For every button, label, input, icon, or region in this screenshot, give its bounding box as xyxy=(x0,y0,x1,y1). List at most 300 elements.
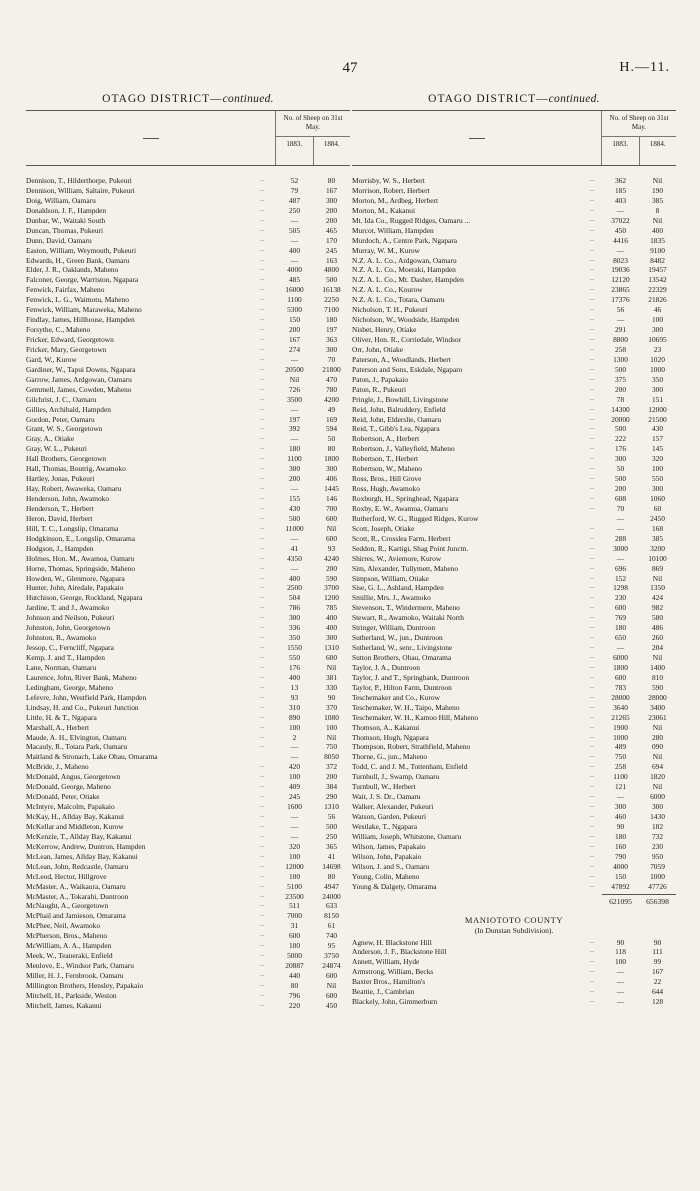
sheep-1884: 60 xyxy=(653,503,662,513)
table-row xyxy=(352,295,676,305)
sheep-1883: 288 xyxy=(614,533,627,543)
sheep-1883: 12000 xyxy=(285,861,304,871)
left-year-1884: 1884. xyxy=(323,140,340,148)
sheep-1883: 489 xyxy=(614,742,627,752)
holder-name: Sutherland, W., jun., Duntroon xyxy=(352,633,443,643)
holder-name: Donaldson, J. F., Hampden xyxy=(26,205,107,215)
sheep-1883: — xyxy=(290,255,299,265)
holder-name: Ross, Hugh, Awamoko xyxy=(352,484,420,494)
sheep-1883: — xyxy=(616,997,625,1007)
holder-name: McMaster, A., Waikaura, Oamaru xyxy=(26,881,126,891)
sheep-1884: 14698 xyxy=(322,861,341,871)
holder-name: Grant, W. S., Georgetown xyxy=(26,424,103,434)
table-row xyxy=(352,395,676,405)
sheep-1883: 500 xyxy=(614,474,627,484)
holder-name: Lefevre, John, Westfield Park, Hampden xyxy=(26,692,147,702)
sheep-1883: 37022 xyxy=(611,215,630,225)
table-row xyxy=(352,772,676,782)
holder-name: Mitchell, H., Parkside, Weston xyxy=(26,990,117,1000)
table-row xyxy=(352,534,676,544)
table-row xyxy=(26,733,350,743)
left-year-1883: 1883. xyxy=(276,137,314,165)
sheep-1883: 600 xyxy=(288,931,301,941)
holder-name: Anderson, J. F., Blackstone Hill xyxy=(352,947,447,957)
leader-dots: ... xyxy=(259,733,265,740)
sheep-1883: 16000 xyxy=(285,285,304,295)
table-row xyxy=(352,574,676,584)
leader-dots: ... xyxy=(259,842,265,849)
leader-dots: ... xyxy=(589,186,595,193)
sheep-1883: 8800 xyxy=(613,335,628,344)
holder-name: Dunn, David, Oamaru xyxy=(26,235,92,245)
sheep-1883: — xyxy=(616,987,625,997)
leader-dots: ... xyxy=(589,355,595,362)
sheep-1883: 50 xyxy=(616,464,625,474)
sheep-1883: 93 xyxy=(290,692,299,702)
sheep-1883: 796 xyxy=(288,990,301,1000)
leader-dots: ... xyxy=(589,336,595,342)
sheep-1883: 176 xyxy=(614,444,627,454)
leader-dots: ... xyxy=(589,584,595,591)
sheep-1884: 450 xyxy=(325,1000,338,1010)
sheep-1884: 486 xyxy=(651,623,664,633)
leader-dots: ... xyxy=(259,256,265,263)
leader-dots: ... xyxy=(259,902,265,909)
table-row xyxy=(26,792,350,802)
sheep-1884: 3700 xyxy=(324,583,339,593)
sheep-1884: 1080 xyxy=(324,712,339,722)
table-row xyxy=(352,275,676,285)
holder-name: McDonald, Peter, Otiake xyxy=(26,792,100,802)
sheep-1884: 465 xyxy=(325,225,338,235)
leader-dots: ... xyxy=(259,574,265,581)
table-row xyxy=(352,385,676,395)
table-row xyxy=(26,911,350,921)
holder-name: Reid, John, Balruddery, Enfield xyxy=(352,404,446,414)
sheep-1883: 1600 xyxy=(287,802,302,812)
sheep-1883: 8023 xyxy=(613,255,628,265)
holder-name: Henderson, John, Awamoko xyxy=(26,494,110,503)
sheep-1884: 594 xyxy=(325,424,338,434)
leader-dots: ... xyxy=(259,654,265,660)
holder-name: Maitland & Stronach, Lake Ohau, Omarama xyxy=(26,752,158,762)
sheep-1884: 22329 xyxy=(648,285,667,295)
sheep-1883: 41 xyxy=(290,543,299,553)
leader-dots: ... xyxy=(259,236,265,243)
sheep-1883: 1100 xyxy=(287,454,302,464)
sheep-1883: 1298 xyxy=(613,583,628,593)
sheep-1883: 500 xyxy=(614,364,627,374)
leader-dots: ... xyxy=(589,673,595,680)
leader-dots: ... xyxy=(589,803,595,810)
holder-name: Robertson, A., Herbert xyxy=(352,434,420,444)
leader-dots: ... xyxy=(589,504,595,511)
holder-name: Sim, Alexander, Tullymett, Maheno xyxy=(352,563,459,573)
leader-dots: ... xyxy=(259,981,265,988)
table-row xyxy=(352,345,676,355)
sheep-1883: 420 xyxy=(288,762,301,772)
holder-name: Millington Brothers, Hensley, Papakaio xyxy=(26,980,144,990)
leader-dots: ... xyxy=(259,465,265,472)
table-row xyxy=(352,375,676,385)
holder-name: Westlake, T., Ngapara xyxy=(352,821,418,831)
leader-dots: ... xyxy=(589,813,595,819)
leader-dots: ... xyxy=(589,654,595,660)
holder-name: Gardiner, W., Tapui Downs, Ngapara xyxy=(26,364,136,374)
leader-dots: ... xyxy=(259,594,265,601)
sheep-1884: 590 xyxy=(651,682,664,692)
sheep-1884: 1835 xyxy=(650,235,665,245)
holder-name: Walker, Alexander, Pukeuri xyxy=(352,802,434,812)
leader-dots: ... xyxy=(589,882,595,889)
holder-name: Hunter, John, Airedale, Papakaio xyxy=(26,583,124,593)
holder-name: Wilson, James, Papakaio xyxy=(352,841,426,851)
sheep-1883: 180 xyxy=(614,623,627,633)
table-row xyxy=(352,663,676,673)
table-row xyxy=(26,842,350,852)
table-row xyxy=(26,305,350,315)
sheep-1883: 14300 xyxy=(611,404,630,414)
sheep-1883: 180 xyxy=(614,831,627,841)
sheep-1884: 22 xyxy=(653,977,662,987)
sheep-1884: 180 xyxy=(325,315,338,325)
holder-name: Hartley, Jonas, Pukeuri xyxy=(26,474,95,484)
holder-name: Taylor, J. and T., Springbank, Duntroon xyxy=(352,672,470,682)
holder-name: Paterson and Sons, Eskdale, Ngaparo xyxy=(352,364,463,374)
sheep-1883: 450 xyxy=(614,225,627,235)
holder-name: N.Z. A. L. Co., Ardgowan, Oamaru xyxy=(352,255,457,265)
table-row xyxy=(26,882,350,892)
table-row xyxy=(26,236,350,246)
holder-name: N.Z. A. L. Co., Totara, Oamaru xyxy=(352,295,445,305)
sheep-1884: 300 xyxy=(651,325,664,335)
leader-dots: ... xyxy=(259,703,265,710)
left-sheep-header-title: No. of Sheep on 31st May. xyxy=(276,111,350,137)
holder-name: Hodgson, J., Hampden xyxy=(26,543,94,553)
sheep-1884: 16138 xyxy=(322,285,341,295)
sheep-1884: 168 xyxy=(651,523,664,533)
leader-dots: ... xyxy=(259,584,265,591)
sheep-1883: 300 xyxy=(288,464,301,474)
leader-dots: ... xyxy=(589,872,595,879)
sheep-1883: 291 xyxy=(614,325,627,335)
page-reference: H.—11. xyxy=(619,60,670,75)
leader-dots: ... xyxy=(589,703,595,710)
section-title: MANIOTOTO COUNTY xyxy=(464,914,564,925)
holder-name: N.Z. A. L. Co., Kourow xyxy=(352,285,423,295)
holder-name: Wilson, J. and S., Oamaru xyxy=(352,861,430,871)
leader-dots: ... xyxy=(589,733,595,740)
sheep-1884: 430 xyxy=(651,424,664,434)
holder-name: Laurence, John, River Bank, Maheno xyxy=(26,672,137,682)
sheep-1884: 128 xyxy=(651,997,664,1007)
leader-dots: ... xyxy=(259,375,265,382)
holder-name: Hall, Thomas, Boutrig, Awamoko xyxy=(26,464,126,474)
table-row xyxy=(26,931,350,941)
sheep-1883: 220 xyxy=(288,1000,301,1010)
table-row xyxy=(26,514,350,524)
leader-dots: ... xyxy=(259,683,265,690)
sheep-1884: 1445 xyxy=(324,484,339,494)
sheep-1883: 4416 xyxy=(613,235,628,245)
sheep-1884: 24000 xyxy=(322,891,341,901)
sheep-1883: — xyxy=(616,967,625,977)
sheep-1884: Nil xyxy=(326,980,337,990)
table-row xyxy=(352,673,676,683)
holder-name: Scott, R., Crosslea Farm, Herbert xyxy=(352,533,451,543)
sheep-1883: 3500 xyxy=(287,394,302,404)
leader-dots: ... xyxy=(259,405,265,412)
table-row xyxy=(26,335,350,345)
holder-name: McPhee, Neil, Awamoko xyxy=(26,921,101,931)
left-column xyxy=(26,88,350,1011)
sheep-1884: 350 xyxy=(651,374,664,384)
sheep-1884: 167 xyxy=(651,967,664,977)
leader-dots: ... xyxy=(259,743,265,750)
sheep-1883: 500 xyxy=(614,424,627,434)
left-table-body xyxy=(26,176,350,1011)
sheep-1883: 100 xyxy=(614,957,627,967)
holder-name: McKay, H., Allday Bay, Kakanui xyxy=(26,812,124,821)
leader-dots: ... xyxy=(259,604,265,611)
sheep-1884: 10100 xyxy=(648,553,667,563)
left-name-column-header xyxy=(26,111,276,165)
sheep-1884: 90 xyxy=(653,937,662,947)
table-row xyxy=(352,713,676,723)
table-row xyxy=(26,226,350,236)
leader-dots: ... xyxy=(589,753,595,760)
holder-name: Jessop, C., Ferncliff, Ngapara xyxy=(26,643,114,653)
sheep-1884: 580 xyxy=(651,613,664,623)
sheep-1884: 590 xyxy=(325,573,338,583)
holder-name: McBride, J., Maheno xyxy=(26,762,89,772)
leader-dots: ... xyxy=(259,813,265,819)
table-row xyxy=(26,981,350,991)
holder-name: Dunbar, W., Waitaki South xyxy=(26,215,106,225)
leader-dots: ... xyxy=(589,958,595,965)
leader-dots: ... xyxy=(589,256,595,263)
leader-dots: ... xyxy=(259,962,265,969)
holder-name: Sutherland, W., senr., Livingstone xyxy=(352,643,453,653)
leader-dots: ... xyxy=(589,554,595,561)
sheep-1883: 20887 xyxy=(285,961,304,971)
table-row xyxy=(352,703,676,713)
right-column xyxy=(352,88,676,1007)
table-row xyxy=(26,434,350,444)
leader-dots: ... xyxy=(259,425,265,432)
sheep-1884: 500 xyxy=(325,821,338,831)
sheep-1883: — xyxy=(290,742,299,752)
sheep-1884: 740 xyxy=(325,931,338,941)
sheep-1883: 769 xyxy=(614,613,627,623)
leader-dots: ... xyxy=(589,938,595,945)
sheep-1883: 4350 xyxy=(287,553,302,563)
table-row xyxy=(26,772,350,782)
sheep-1883: — xyxy=(616,205,625,215)
table-row xyxy=(352,315,676,325)
holder-name: Doig, William, Oamaru xyxy=(26,195,96,205)
sheep-1883: 400 xyxy=(288,245,301,255)
table-row xyxy=(26,504,350,514)
sheep-1884: 290 xyxy=(325,792,338,802)
table-row xyxy=(352,554,676,564)
leader-dots: ... xyxy=(589,395,595,402)
leader-dots: ... xyxy=(259,942,265,949)
sheep-1884: 300 xyxy=(325,344,338,354)
table-row xyxy=(352,464,676,474)
sheep-1883: 1900 xyxy=(613,722,628,732)
sheep-1883: — xyxy=(616,513,625,523)
holder-name: Ledingham, George, Maheno xyxy=(26,682,113,692)
sheep-1884: 694 xyxy=(651,762,664,772)
sheep-1884: 280 xyxy=(651,732,664,742)
table-row xyxy=(352,434,676,444)
sheep-1883: 1300 xyxy=(613,354,628,364)
holder-name: Duncan, Thomas, Pukeuri xyxy=(26,225,104,235)
sheep-1883: 21265 xyxy=(611,712,630,722)
leader-dots: ... xyxy=(259,932,265,939)
sheep-1884: 1060 xyxy=(650,494,665,503)
left-column-title: OTAGO DISTRICT—continued. xyxy=(102,93,274,105)
sheep-1883: — xyxy=(290,563,299,573)
table-row xyxy=(352,206,676,216)
sheep-1884: 2250 xyxy=(324,295,339,305)
table-row xyxy=(352,444,676,454)
sheep-1883: 790 xyxy=(614,851,627,861)
holder-name: Howden, W., Glenmore, Ngapara xyxy=(26,573,125,583)
sheep-1883: 20500 xyxy=(285,364,304,374)
sheep-1884: 300 xyxy=(651,384,664,394)
leader-dots: ... xyxy=(259,524,265,531)
sheep-1883: 3640 xyxy=(613,702,628,712)
holder-name: Taylor, P., Hilton Farm, Duntroon xyxy=(352,682,452,692)
holder-name: Gordon, Peter, Oamaru xyxy=(26,414,95,424)
leader-dots: ... xyxy=(589,998,595,1005)
table-row xyxy=(26,315,350,325)
holder-name: McPherson, Bros., Maheno xyxy=(26,931,108,941)
sheep-1884: 111 xyxy=(652,947,663,957)
sheep-1883: 80 xyxy=(290,980,299,990)
holder-name: McIntyre, Malcolm, Papakaio xyxy=(26,802,115,812)
holder-name: McLeod, Hector, Hillgrove xyxy=(26,871,107,881)
sheep-1884: 204 xyxy=(651,643,664,653)
holder-name: Thorne, G., jun., Maheno xyxy=(352,752,428,762)
table-row xyxy=(26,345,350,355)
leader-dots: ... xyxy=(259,316,265,323)
sheep-1884: 23 xyxy=(653,344,662,354)
sheep-1884: 100 xyxy=(651,464,664,474)
sheep-1884: Nil xyxy=(326,662,337,672)
table-row xyxy=(352,583,676,593)
sheep-1884: 500 xyxy=(325,275,338,285)
sheep-1884: Nil xyxy=(326,732,337,742)
sheep-1883: 118 xyxy=(615,947,626,957)
leader-dots: ... xyxy=(259,514,265,521)
sheep-1883: 121 xyxy=(614,782,627,792)
table-row xyxy=(26,574,350,584)
sheep-1883: 31 xyxy=(290,921,299,931)
sheep-1884: 1000 xyxy=(650,871,665,881)
leader-dots: ... xyxy=(259,852,265,859)
sheep-1883: 362 xyxy=(614,176,627,185)
table-row xyxy=(352,872,676,882)
sheep-1883: — xyxy=(290,404,299,414)
holder-name: Lindsay, H. and Co., Pukeuri Junction xyxy=(26,702,139,712)
table-row xyxy=(352,812,676,822)
sheep-1884: 230 xyxy=(651,841,664,851)
table-row xyxy=(352,643,676,653)
table-row xyxy=(26,325,350,335)
holder-name: Hodgkinson, E., Longslip, Omarama xyxy=(26,533,135,543)
leader-dots: ... xyxy=(259,385,265,392)
table-row xyxy=(352,977,676,987)
leader-dots: ... xyxy=(259,415,265,422)
table-row xyxy=(26,275,350,285)
sheep-1884: 330 xyxy=(325,682,338,692)
table-row xyxy=(352,957,676,967)
holder-name: Ross, Bros., Hill Grove xyxy=(352,474,422,484)
leader-dots: ... xyxy=(259,534,265,541)
holder-name: Lane, Norman, Oamaru xyxy=(26,662,97,672)
sheep-1884: 151 xyxy=(651,394,664,404)
leader-dots: ... xyxy=(259,336,265,342)
sheep-1884: 170 xyxy=(325,235,338,245)
sheep-1884: 197 xyxy=(325,325,338,335)
leader-dots: ... xyxy=(589,306,595,313)
table-row xyxy=(352,424,676,434)
table-row xyxy=(352,285,676,295)
sheep-1884: 157 xyxy=(651,434,664,444)
table-row xyxy=(352,733,676,743)
sheep-1884: 633 xyxy=(325,901,338,911)
sheep-1883: 155 xyxy=(288,494,301,503)
holder-name: Miller, H. J., Fernbrook, Oamaru xyxy=(26,971,124,980)
sheep-1883: 1550 xyxy=(287,643,302,653)
table-row xyxy=(352,762,676,772)
table-row xyxy=(26,653,350,663)
table-row xyxy=(26,424,350,434)
leader-dots: ... xyxy=(259,306,265,313)
sheep-1884: 1800 xyxy=(324,454,339,464)
holder-name: Blackely, John, Gimmerburn xyxy=(352,997,438,1007)
holder-name: Forsythe, C., Maheno xyxy=(26,325,91,335)
leader-dots: ... xyxy=(259,793,265,800)
table-row xyxy=(26,444,350,454)
table-row xyxy=(352,997,676,1007)
table-row xyxy=(26,673,350,683)
sheep-1883: — xyxy=(290,215,299,225)
table-row xyxy=(352,623,676,633)
sheep-1883: 890 xyxy=(288,712,301,722)
holder-name: Hill, T. C., Longslip, Omarama xyxy=(26,523,119,533)
table-row xyxy=(26,941,350,951)
leader-dots: ... xyxy=(259,554,265,561)
table-row xyxy=(352,832,676,842)
table-row xyxy=(352,564,676,574)
sheep-1883: 258 xyxy=(614,344,627,354)
sheep-1884: 100 xyxy=(325,722,338,732)
sheep-1884: 19457 xyxy=(648,265,667,275)
sheep-1883: 167 xyxy=(288,335,301,344)
sheep-1884: 6000 xyxy=(650,792,665,802)
holder-name: McWilliam, A. A., Hampden xyxy=(26,941,112,951)
table-row xyxy=(352,852,676,862)
sheep-1883: 19036 xyxy=(611,265,630,275)
holder-name: Dennison, William, Saltaire, Pukeuri xyxy=(26,185,135,195)
leader-dots: ... xyxy=(259,246,265,253)
sheep-1884: 4240 xyxy=(324,553,339,563)
sheep-1883: 11000 xyxy=(285,523,304,533)
